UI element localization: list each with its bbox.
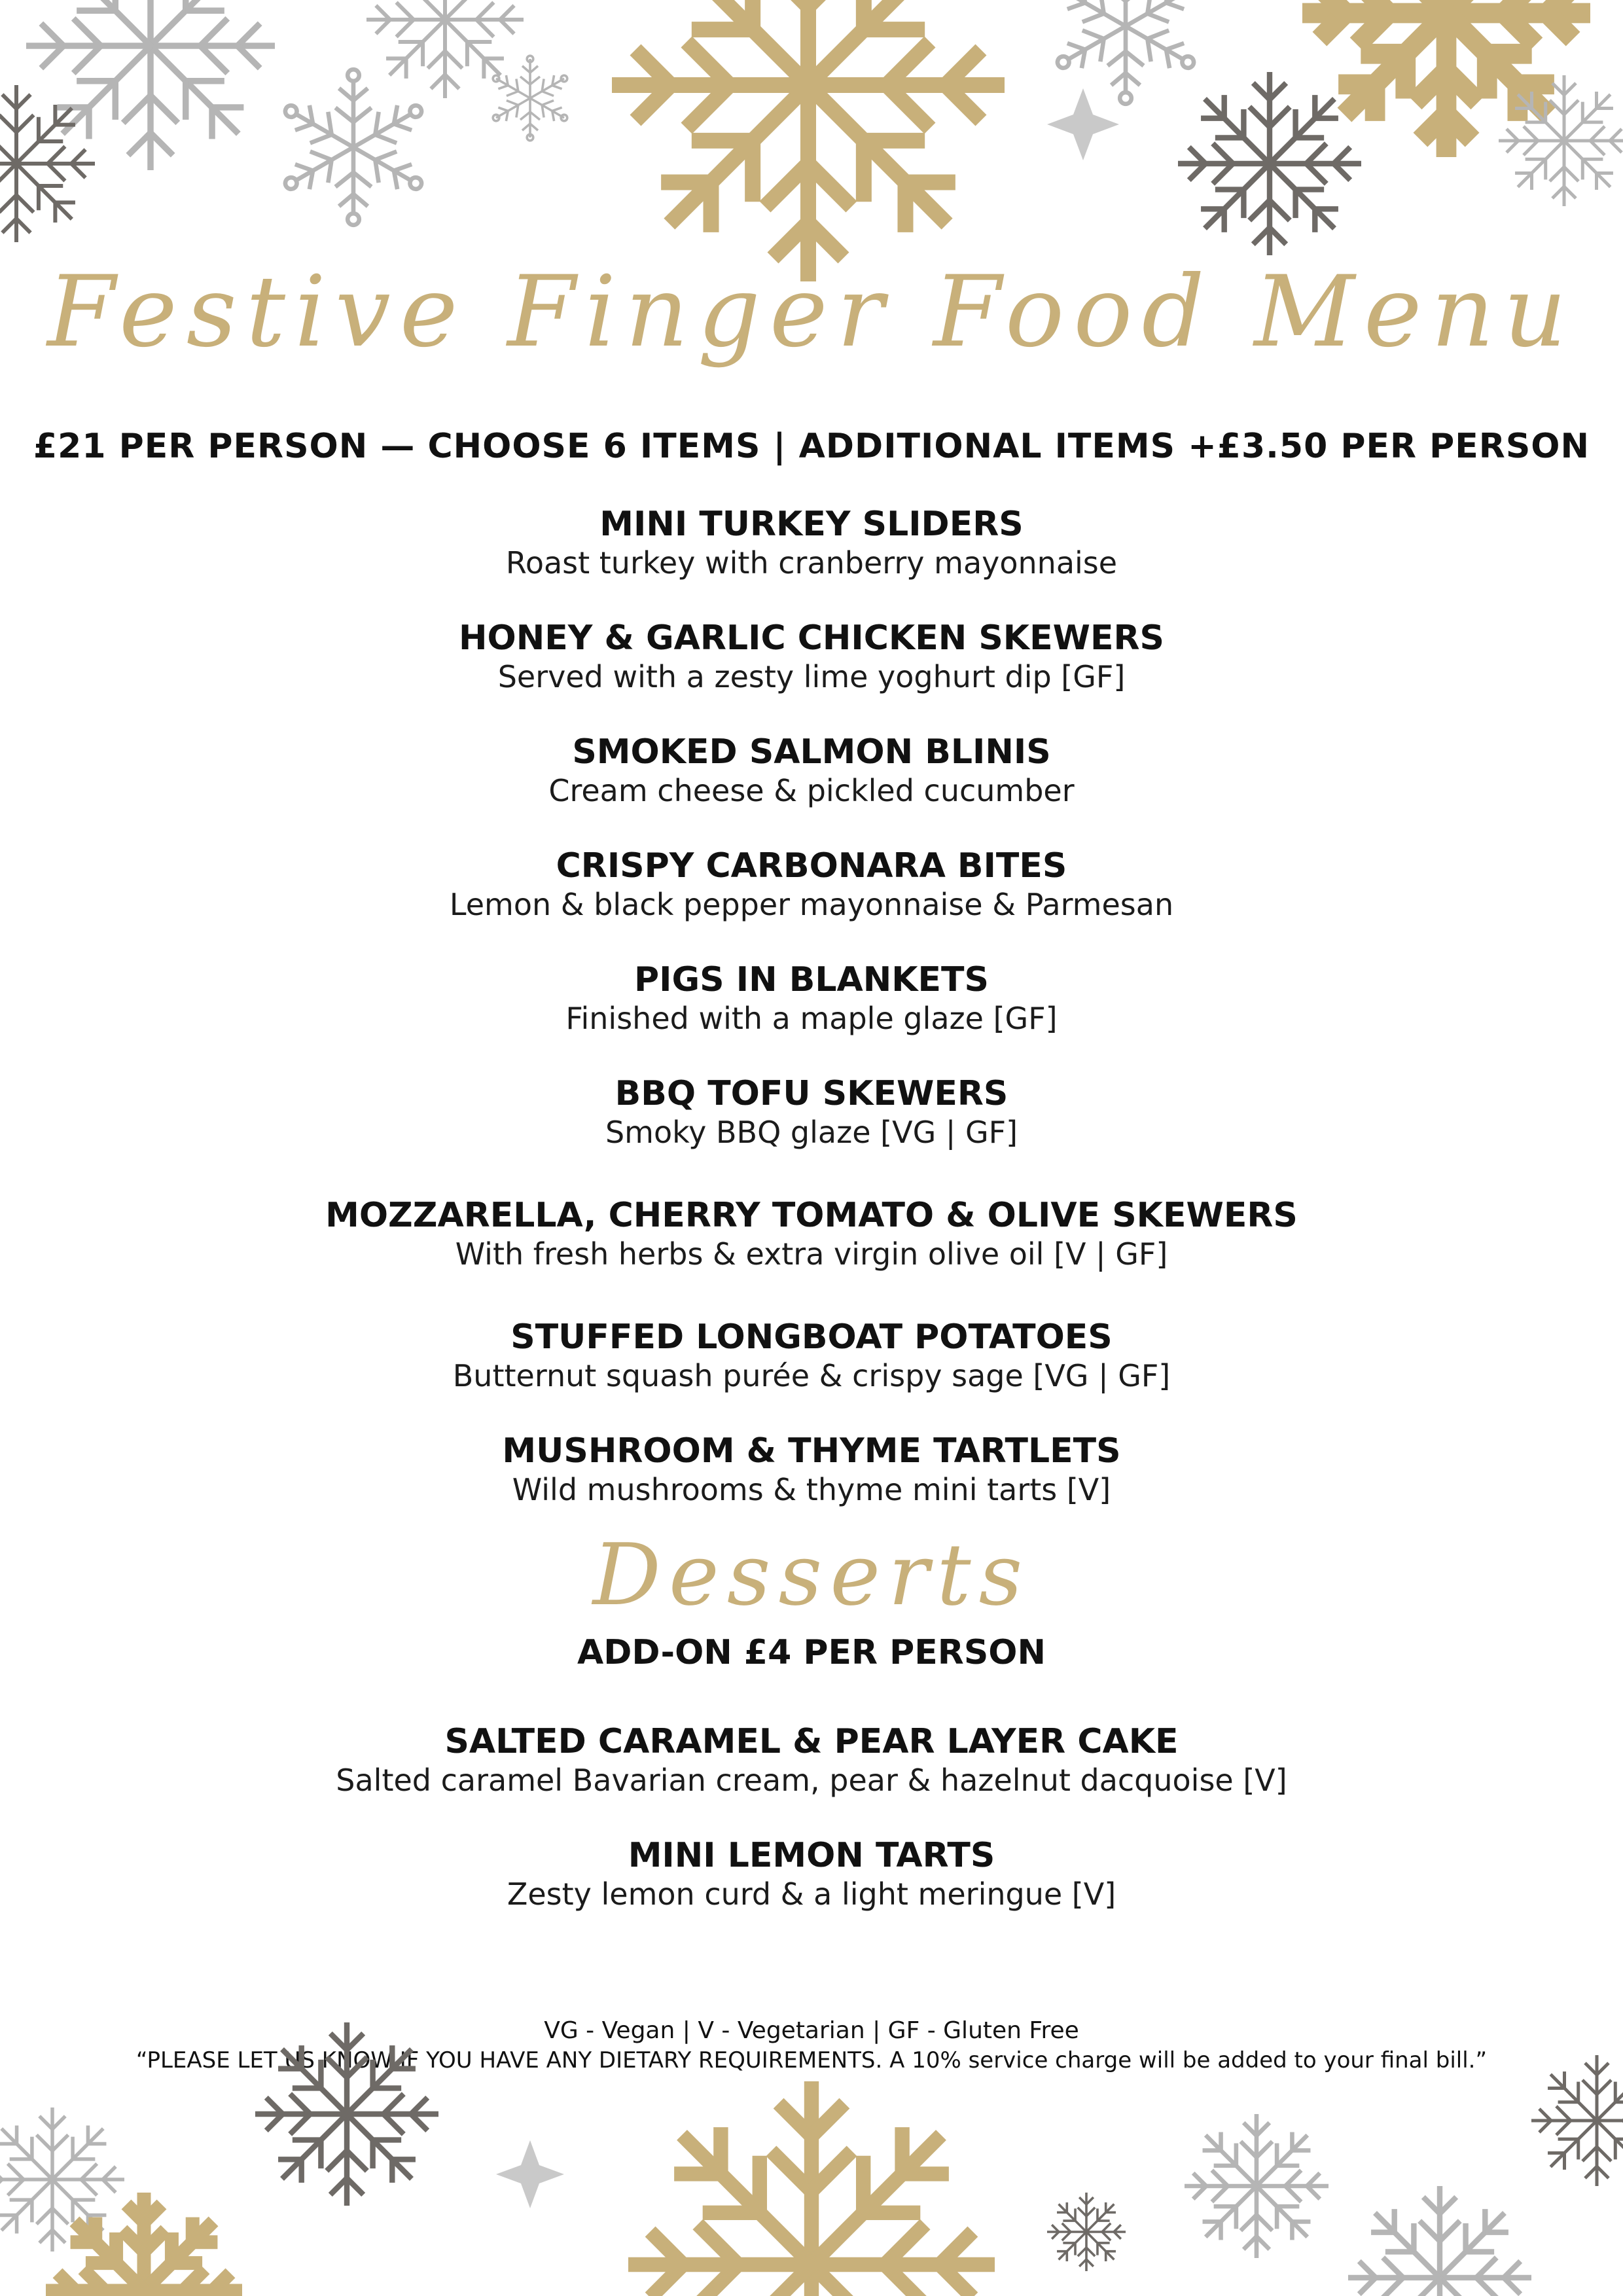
menu-item [0, 1195, 1623, 1317]
menu-item [0, 1721, 1623, 1835]
dietary-legend: VG - Vegan | V - Vegetarian | GF - Gluten Free [544, 2017, 1079, 2044]
item-description: Served with a zesty lime yoghurt dip [GF] [497, 659, 1126, 694]
menu-item [0, 960, 1623, 1073]
item-name: MUSHROOM & THYME TARTLETS [502, 1431, 1121, 1471]
menu-item [0, 1317, 1623, 1431]
item-name: PIGS IN BLANKETS [634, 960, 989, 999]
item-description: Lemon & black pepper mayonnaise & Parmesan [449, 887, 1174, 922]
pricing-info: £21 PER PERSON — CHOOSE 6 ITEMS | ADDITIONAL ITEMS +£3.50 PER PERSON [33, 427, 1590, 466]
snowflake-icon [1531, 2055, 1623, 2186]
snowflake-icon [1302, 0, 1590, 157]
menu-items-list [0, 504, 1623, 1545]
item-description: Zesty lemon curd & a light meringue [V] [507, 1876, 1116, 1912]
item-name: CRISPY CARBONARA BITES [556, 846, 1067, 886]
snowflake-icon [277, 69, 429, 225]
item-description: Roast turkey with cranberry mayonnaise [505, 545, 1118, 581]
desserts-heading: Desserts [592, 1525, 1031, 1624]
item-name: BBQ TOFU SKEWERS [615, 1074, 1008, 1113]
snowflake-icon [46, 2193, 242, 2296]
item-description: Finished with a maple glaze [GF] [565, 1001, 1058, 1036]
item-name: MOZZARELLA, CHERRY TOMATO & OLIVE SKEWERS [325, 1196, 1298, 1235]
item-name: MINI LEMON TARTS [628, 1836, 995, 1875]
item-name: SMOKED SALMON BLINIS [572, 732, 1051, 772]
snowflake-icon [612, 0, 1005, 281]
item-name: SALTED CARAMEL & PEAR LAYER CAKE [444, 1722, 1179, 1761]
menu-item [0, 846, 1623, 960]
item-description: Salted caramel Bavarian cream, pear & hazelnut dacquoise [V] [336, 1763, 1287, 1798]
item-description: Butternut squash purée & crispy sage [VG | GF] [452, 1358, 1171, 1393]
snowflake-icon [1049, 0, 1202, 104]
snowflake-icon [1047, 2193, 1126, 2271]
sparkle-icon [496, 2140, 564, 2208]
snowflake-icon [1185, 2114, 1329, 2258]
snowflake-icon [366, 0, 524, 98]
dietary-disclaimer: “PLEASE LET US KNOW IF YOU HAVE ANY DIETARY REQUIREMENTS. A 10% service charge will be added to your final bill.” [135, 2047, 1488, 2073]
menu-item [0, 1835, 1623, 1949]
item-name: MINI TURKEY SLIDERS [599, 505, 1024, 544]
sparkle-icon [1047, 88, 1119, 160]
snowflake-icon [0, 2108, 124, 2251]
item-description: With fresh herbs & extra virgin olive oil [V | GF] [455, 1236, 1168, 1272]
desserts-addon-price: ADD-ON £4 PER PERSON [577, 1633, 1046, 1672]
item-description: Wild mushrooms & thyme mini tarts [V] [512, 1472, 1111, 1507]
snowflake-icon [628, 2081, 995, 2296]
menu-title: Festive Finger Food Menu [47, 255, 1576, 369]
snowflake-icon [1348, 2186, 1531, 2296]
item-description: Cream cheese & pickled cucumber [548, 773, 1075, 808]
snowflake-icon [1178, 72, 1361, 255]
snowflake-icon [488, 56, 571, 141]
dessert-items-list [0, 1721, 1623, 1949]
menu-item [0, 1073, 1623, 1195]
menu-item [0, 504, 1623, 618]
snowflake-icon [26, 0, 275, 170]
snowflake-icon [0, 85, 95, 242]
item-description: Smoky BBQ glaze [VG | GF] [605, 1115, 1018, 1150]
item-name: HONEY & GARLIC CHICKEN SKEWERS [459, 619, 1164, 658]
snowflake-icon [1499, 75, 1623, 206]
menu-item [0, 732, 1623, 846]
menu-item [0, 618, 1623, 732]
item-name: STUFFED LONGBOAT POTATOES [510, 1318, 1113, 1357]
